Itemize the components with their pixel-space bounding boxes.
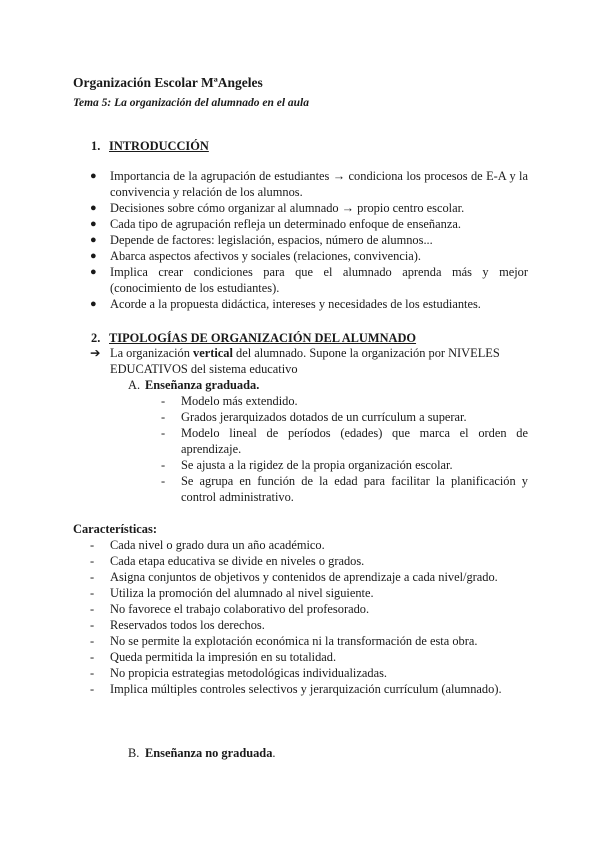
dash-icon: -	[161, 426, 166, 440]
dash-icon: -	[90, 586, 95, 600]
list-item: ● Acorde a la propuesta didáctica, intereses y necesidades de los estudiantes.	[90, 297, 481, 311]
dash-icon: -	[90, 570, 95, 584]
dash-icon: -	[90, 650, 95, 664]
bullet-icon: ●	[90, 266, 97, 278]
introduction-list	[90, 168, 528, 312]
dash-icon: -	[161, 458, 166, 472]
dash-icon: -	[161, 410, 166, 424]
vertical-organization-item: ➔ La organización vertical del alumnado. Supone la organización por NIVELES EDUCATIVOS del sistema educativo	[90, 346, 500, 376]
list-item: ● Cada tipo de agrupación refleja un determinado enfoque de enseñanza.	[90, 217, 461, 231]
graded-teaching-list	[161, 393, 528, 505]
list-item: - No propicia estrategias metodológicas individualizadas.	[90, 666, 387, 680]
section-1-title: INTRODUCCIÓN	[109, 139, 209, 153]
list-item: - Queda permitida la impresión en su totalidad.	[90, 650, 337, 664]
characteristics-list	[90, 537, 528, 697]
list-item: - Modelo lineal de períodos (edades) que marca el orden de aprendizaje.	[161, 426, 528, 456]
section-2-heading	[91, 330, 416, 346]
section-2-number: 2.	[91, 331, 101, 345]
list-item: - Cada nivel o grado dura un año académico.	[90, 538, 325, 552]
list-item: - Se ajusta a la rigidez de la propia organización escolar.	[161, 458, 453, 472]
list-item: - Implica múltiples controles selectivos y jerarquización currículum (alumnado).	[90, 682, 502, 696]
dash-icon: -	[90, 634, 95, 648]
subsection-b-heading: B. Enseñanza no graduada.	[128, 746, 276, 760]
bullet-icon: ●	[90, 234, 97, 246]
subsection-b-number: B.	[128, 746, 140, 760]
dash-icon: -	[90, 682, 95, 696]
dash-icon: -	[161, 474, 166, 488]
list-item: ● Decisiones sobre cómo organizar al alumnado → propio centro escolar.	[90, 201, 465, 215]
section-2-title: TIPOLOGÍAS DE ORGANIZACIÓN DEL ALUMNADO	[109, 331, 417, 345]
arrow-right-icon: ➔	[90, 346, 101, 360]
bullet-icon: ●	[90, 218, 97, 230]
dash-icon: -	[161, 394, 166, 408]
list-item: ● Implica crear condiciones para que el alumnado aprenda más y mejor (conocimiento de los estudiantes).	[90, 265, 528, 295]
dash-icon: -	[90, 618, 95, 632]
list-item: - Modelo más extendido.	[161, 394, 298, 408]
section-1-number: 1.	[91, 139, 101, 153]
document-subtitle: Tema 5: La organización del alumnado en el aula	[73, 97, 309, 109]
bullet-icon: ●	[90, 250, 97, 262]
bullet-icon: ●	[90, 170, 97, 182]
bullet-icon: ●	[90, 202, 97, 214]
list-item: - No favorece el trabajo colaborativo del profesorado.	[90, 602, 370, 616]
subsection-a-title: Enseñanza graduada.	[145, 378, 260, 392]
subsection-a-heading	[128, 377, 259, 393]
list-item: - Reservados todos los derechos.	[90, 618, 265, 632]
list-item: ● Depende de factores: legislación, espacios, número de alumnos...	[90, 233, 433, 247]
list-item: - Utiliza la promoción del alumnado al nivel siguiente.	[90, 586, 374, 600]
dash-icon: -	[90, 666, 95, 680]
document-title: Organización Escolar MªAngeles	[73, 75, 263, 90]
list-item: - Cada etapa educativa se divide en niveles o grados.	[90, 554, 365, 568]
list-item: ● Importancia de la agrupación de estudiantes → condiciona los procesos de E-A y la convivencia y relación de los alumnos.	[90, 169, 528, 199]
vertical-keyword: vertical	[193, 346, 233, 360]
list-item: - Se agrupa en función de la edad para facilitar la planificación y control administrativo.	[161, 474, 528, 504]
section-1-heading	[91, 138, 209, 154]
dash-icon: -	[90, 538, 95, 552]
dash-icon: -	[90, 602, 95, 616]
list-item: ● Abarca aspectos afectivos y sociales (relaciones, convivencia).	[90, 249, 422, 263]
subsection-a-number: A.	[128, 378, 141, 392]
dash-icon: -	[90, 554, 95, 568]
list-item: - Grados jerarquizados dotados de un currículum a superar.	[161, 410, 467, 424]
list-item: - No se permite la explotación económica ni la transformación de esta obra.	[90, 634, 478, 648]
subsection-b-title: Enseñanza no graduada	[145, 746, 273, 760]
characteristics-label: Características:	[73, 522, 157, 536]
bullet-icon: ●	[90, 298, 97, 310]
list-item: - Asigna conjuntos de objetivos y contenidos de aprendizaje a cada nivel/grado.	[90, 570, 498, 584]
